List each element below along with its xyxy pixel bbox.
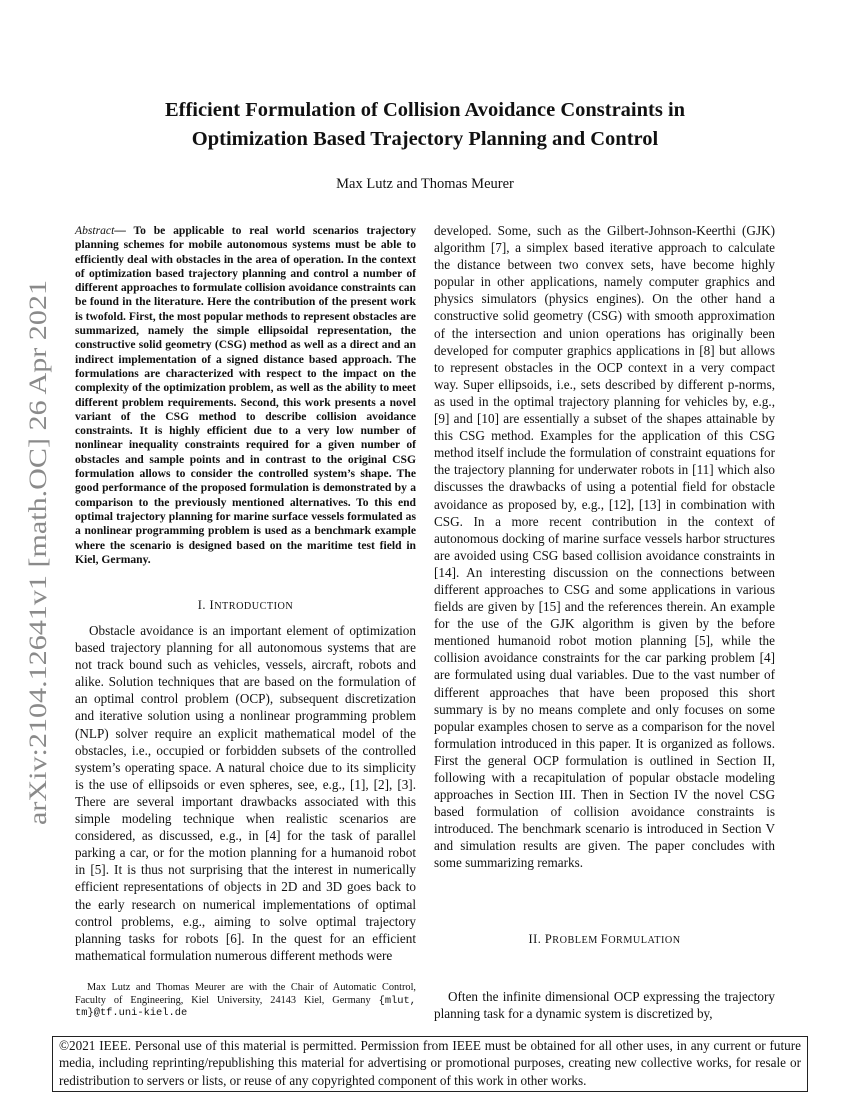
arxiv-id: arXiv:2104.12641v1 [math.OC] 26 Apr 2021 <box>23 363 52 825</box>
section-heading-problem-formulation: II. PROBLEM FORMULATION <box>528 932 681 946</box>
intro-left-column <box>75 622 416 964</box>
affiliation-footnote <box>75 982 416 1020</box>
arxiv-stamp <box>8 270 58 830</box>
abstract <box>75 224 416 567</box>
abstract-label: Abstract <box>75 224 115 237</box>
section2-paragraph: Often the infinite dimensional OCP expressing the trajectory planning task for a dynamic system is discretized by, <box>434 989 775 1022</box>
intro-paragraph: Obstacle avoidance is an important element of optimization based trajectory planning for all autonomous systems that are not track bound such as vehicles, vessels, aircraft, robots and alike. Solution techniques that are based on the formulation of an optimal control problem (OCP), subsequent discretization and iterative solution using a nonlinear programming problem (NLP) solver require an explicit mathematical model of the obstacles, i.e., occupied or forbidden subsets of the controlled system’s operating space. A natural choice due to its simplicity is the use of ellipsoids or even spheres, see, e.g., [1], [2], [3]. There are several important drawbacks associated with this simple modeling technique when realistic scenarios are considered, as discussed, e.g., in [4] for the task of parallel parking a car, or for the motion planning for a humanoid robot in [5]. It is thus not surprising that the interest in numerically efficient representations of objects in 2D and 3D goes back to the early research on numerical implementations of optimal control problems, e.g., aiming to solve optimal trajectory planning tasks for robots [6]. In the quest for an efficient mathematical formulation numerous different methods were <box>75 623 416 963</box>
footnote-text: Max Lutz and Thomas Meurer are with the Chair of Automatic Control, Faculty of Engineering, Kiel University, 24143 Kiel, Germany <box>75 982 416 1006</box>
section-heading-introduction: I. INTRODUCTION <box>197 598 294 612</box>
copyright-notice: ©2021 IEEE. Personal use of this material is permitted. Permission from IEEE must be obtained for all other uses, in any current or future media, including reprinting/republishing this material for advertising or promotional purposes, creating new collective works, for resale or redistribution to servers or lists, or reuse of any copyrighted component of this work in other works. <box>52 1036 808 1092</box>
title-line-2: Optimization Based Trajectory Planning and Control <box>191 128 659 150</box>
paper-title <box>90 96 760 154</box>
abstract-body: — To be applicable to real world scenarios trajectory planning schemes for mobile autonomous systems must be able to efficiently deal with obstacles in the area of operation. In the context of optimization based trajectory planning and control a number of different approaches to formulate collision avoidance constraints can be found in the literature. Here the contribution of the present work is twofold. First, the most popular methods to represent obstacles are summarized, namely the simple ellipsoidal representation, the constructive solid geometry (CSG) method as well as a direct and an indirect implementation of a signed distance based approach. The formulations are characterized with respect to the impact on the complexity of the optimization problem, as well as the ability to meet different problem requirements. Second, this work presents a novel variant of the CSG method to describe collision avoidance constraints. It is highly efficient due to a very low number of nonlinear inequality constraints required for a given number of obstacles and sample points and in contrast to the original CSG formulation allows to consider the controlled system’s shape. The good performance of the proposed formulation is demonstrated by a comparison to the previously mentioned alternatives. To this end optimal trajectory planning for marine surface vessels formulated as a nonlinear programming problem is used as a benchmark example where the scenario is designed based on the maritime test field in Kiel, Germany. <box>75 224 416 566</box>
authors: Max Lutz and Thomas Meurer <box>336 176 514 192</box>
title-line-1: Efficient Formulation of Collision Avoidance Constraints in <box>164 99 686 121</box>
intro-continuation: developed. Some, such as the Gilbert-Johnson-Keerthi (GJK) algorithm [7], a simplex based iterative approach to calculate the distance between two convex sets, have become highly popular in other applications, namely computer graphics and physics simulators (physics engines). On the other hand a constructive solid geometry (CSG) with smooth approximation of the intersection and union operations has originally been developed for computer graphics applications in [8] but allows to represent obstacles in the OCP context in a very compact way. Super ellipsoids, i.e., sets described by different p-norms, as used in the optimal trajectory planning for vehicles by, e.g., [9] and [10] are essentially a subset of the shapes attainable by this CSG method. Examples for the application of this CSG method itself include the formulation of constraint equations for the trajectory planning for underwater robots in [11] which also discusses the drawbacks of using a potential field for obstacle avoidance as proposed by, e.g., [12], [13] in combination with CSG. In a more recent contribution in the context of autonomous docking of marine surface vessels harbor structures are avoided using CSG based collision avoidance constraints in [14]. An interesting discussion on the connections between different approaches to CSG and some applications in various fields are given by [15] and the references therein. An example for the use of the GJK algorithm is given by the before mentioned humanoid robot motion planning [5], while the collision avoidance constraints for the car parking problem [4] are formulated using dual variables. Due to the vast number of different approaches that have been proposed this short summary is by no means complete and only focuses on some popular examples chosen to serve as a comparison for the novel formulation introduced in this paper. It is organized as follows. First the general OCP formulation is outlined in Section II, following with a recapitulation of popular obstacle modeling approaches in Section III. Then in Section IV the novel CSG based formulation of collision avoidance constraints is introduced. The benchmark scenario is introduced in Section V and simulation results are given. The paper concludes with some summarizing remarks. <box>434 223 775 871</box>
intro-right-column <box>434 222 775 872</box>
footnote-email[interactable]: {mlut, tm}@tf.uni-kiel.de <box>75 994 416 1020</box>
problem-formulation-text <box>434 988 775 1022</box>
